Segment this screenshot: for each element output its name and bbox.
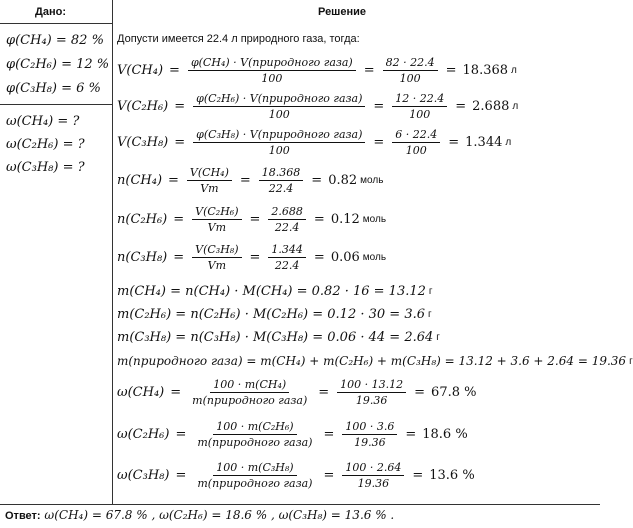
answer-text: ω(CH₄) = 67.8 % , ω(C₂H₆) = 18.6 % , ω(C₃H₈) = 13.6 % .	[44, 508, 395, 522]
find-c3h8: ω(C₃H₈) = ?	[6, 160, 85, 175]
value-fraction	[392, 92, 447, 121]
unit: г	[428, 309, 432, 320]
answer-line	[5, 508, 394, 522]
numerator: 100 · 13.12	[337, 378, 406, 393]
result: 18.368	[462, 63, 509, 78]
denominator: m(природного газа)	[197, 477, 313, 490]
given-ch4: φ(CH₄) = 82 %	[6, 33, 104, 48]
denominator: 100	[409, 108, 431, 121]
numerator: 18.368	[259, 166, 304, 181]
denominator: 100	[405, 144, 427, 157]
find-ch4: ω(CH₄) = ?	[6, 114, 80, 129]
lhs: V(CH₄)	[117, 63, 164, 78]
volume-c2h6-line: V(C₂H₆) = φ(C₂H₆) · V(природного газа) 100 = $\frac{12 \cdot 22.4}{100}$ = 2.688 л	[117, 92, 519, 121]
volume-c3h8-line: V(C₃H₈) = φ(C₃H₈) · V(природного газа) 100 = $\frac{6 \cdot 22.4}{100}$ = 1.344 л	[117, 128, 512, 157]
denominator: 22.4	[274, 221, 300, 234]
result: 2.688	[472, 99, 510, 114]
lhs: ω(CH₄)	[117, 385, 165, 400]
numerator: V(CH₄)	[187, 166, 232, 181]
value-fraction	[268, 205, 306, 234]
result: 0.06	[330, 250, 360, 265]
expression: m(C₃H₈) = n(C₃H₈) · M(C₃H₈) = 0.06 · 44 = 2.64	[117, 330, 434, 345]
result: 0.82	[328, 173, 358, 188]
moles-c3h8-line: n(C₃H₈) = $\frac{\text{V(C₃H₈)}}{Vm}$ = $\frac{1.344}{22.4}$ = 0.06 моль	[117, 243, 387, 272]
unit: г	[436, 332, 440, 343]
result: 67.8 %	[431, 385, 477, 400]
numerator: 100 · 3.6	[342, 420, 397, 435]
expression: m(C₂H₆) = n(C₂H₆) · M(C₂H₆) = 0.12 · 30 = 3.6	[117, 307, 425, 322]
denominator: 19.36	[357, 477, 390, 490]
answer-divider	[0, 504, 600, 505]
value-fraction	[268, 243, 306, 272]
mass-ch4-line	[117, 284, 433, 299]
unit: л	[511, 65, 517, 76]
unit: л	[505, 137, 512, 148]
denominator: 100	[261, 72, 283, 85]
formula-fraction	[192, 243, 241, 272]
formula-fraction	[194, 420, 315, 449]
expression: m(природного газа) = m(CH₄) + m(C₂H₆) + m(C₃H₈) = 13.12 + 3.6 + 2.64 = 19.36	[117, 354, 627, 368]
denominator: 19.36	[354, 436, 386, 449]
unit: г	[428, 286, 433, 297]
denominator: Vm	[207, 221, 226, 234]
numerator: V(C₃H₈)	[192, 243, 241, 258]
fraction-c3h8-line: ω(C₃H₈) = 100 · m(C₃H₈) m(природного газа) = $\frac{100 \cdot 2.64}{19.36}$ = 13.6 %	[117, 461, 475, 490]
lhs: V(C₂H₆)	[117, 99, 169, 114]
value-fraction	[342, 420, 397, 449]
fraction-c2h6-line: ω(C₂H₆) = 100 · m(C₂H₆) m(природного газа) = $\frac{100 \cdot 3.6}{19.36}$ = 18.6 %	[117, 420, 468, 449]
lhs: n(C₂H₆)	[117, 212, 168, 227]
denominator: Vm	[200, 182, 219, 195]
result: 13.6 %	[429, 468, 475, 483]
moles-ch4-line: n(CH₄) = $\frac{\text{V(CH₄)}}{Vm}$ = $\frac{18.368}{22.4}$ = 0.82 моль	[117, 166, 384, 195]
unit: моль	[360, 175, 384, 186]
value-fraction	[383, 56, 438, 85]
denominator: 22.4	[268, 182, 294, 195]
numerator: 1.344	[268, 243, 306, 258]
denominator: m(природного газа)	[192, 394, 308, 407]
numerator: 12 · 22.4	[392, 92, 447, 107]
numerator: 6 · 22.4	[392, 128, 440, 143]
moles-c2h6-line: n(C₂H₆) = $\frac{\text{V(C₂H₆)}}{Vm}$ = $\frac{2.688}{22.4}$ = 0.12 моль	[117, 205, 387, 234]
expression: m(CH₄) = n(CH₄) · M(CH₄) = 0.82 · 16 = 13.12	[117, 284, 426, 299]
numerator: φ(CH₄) · V(природного газа)	[188, 56, 356, 71]
find-c2h6: ω(C₂H₆) = ?	[6, 137, 85, 152]
unit: моль	[362, 214, 387, 225]
lhs: n(C₃H₈)	[117, 250, 168, 265]
unit: г	[629, 355, 633, 367]
given-header: Дано:	[35, 6, 66, 18]
result: 18.6 %	[422, 427, 468, 442]
formula-fraction	[194, 461, 315, 490]
denominator: 100	[399, 72, 421, 85]
numerator: 100 · m(C₂H₆)	[213, 420, 296, 435]
lhs: ω(C₂H₆)	[117, 427, 170, 442]
formula-fraction	[192, 205, 241, 234]
denominator: 100	[268, 144, 290, 157]
formula-fraction	[193, 128, 365, 157]
header-divider	[0, 23, 112, 24]
denominator: 22.4	[274, 259, 300, 272]
formula-fraction	[188, 56, 356, 85]
lhs: V(C₃H₈)	[117, 135, 169, 150]
numerator: 82 · 22.4	[383, 56, 438, 71]
numerator: 100 · m(C₃H₈)	[213, 461, 296, 476]
denominator: Vm	[207, 259, 226, 272]
formula-fraction	[189, 378, 310, 407]
mass-c3h8-line	[117, 330, 440, 345]
given-find-divider	[0, 104, 112, 105]
formula-fraction	[193, 92, 365, 121]
unit: л	[512, 101, 519, 112]
volume-ch4-line: V(CH₄) = φ(CH₄) · V(природного газа) 100 = $\frac{82 \cdot 22.4}{100}$ = 18.368 л	[117, 56, 517, 85]
column-divider	[112, 0, 113, 504]
numerator: 100 · 2.64	[342, 461, 404, 476]
value-fraction	[259, 166, 304, 195]
fraction-ch4-line: ω(CH₄) = 100 · m(CH₄) m(природного газа) = $\frac{100 \cdot 13.12}{19.36}$ = 67.8 %	[117, 378, 477, 407]
intro-text: Допусти имеется 22.4 л природного газа, тогда:	[117, 33, 360, 45]
result: 1.344	[465, 135, 503, 150]
denominator: 19.36	[355, 394, 388, 407]
numerator: φ(C₂H₆) · V(природного газа)	[193, 92, 365, 107]
denominator: m(природного газа)	[197, 436, 313, 449]
value-fraction	[337, 378, 406, 407]
denominator: 100	[268, 108, 290, 121]
lhs: ω(C₃H₈)	[117, 468, 170, 483]
solution-header: Решение	[318, 6, 366, 18]
numerator: 2.688	[268, 205, 306, 220]
unit: моль	[362, 252, 387, 263]
numerator: φ(C₃H₈) · V(природного газа)	[193, 128, 365, 143]
mass-c2h6-line	[117, 307, 432, 322]
formula-fraction	[187, 166, 232, 195]
mass-total-line	[117, 354, 633, 368]
given-c2h6: φ(C₂H₆) = 12 %	[6, 57, 110, 72]
value-fraction	[342, 461, 404, 490]
result: 0.12	[330, 212, 360, 227]
lhs: n(CH₄)	[117, 173, 163, 188]
numerator: V(C₂H₆)	[192, 205, 241, 220]
answer-label: Ответ:	[5, 510, 41, 522]
value-fraction	[392, 128, 440, 157]
given-c3h8: φ(C₃H₈) = 6 %	[6, 81, 101, 96]
numerator: 100 · m(CH₄)	[210, 378, 289, 393]
